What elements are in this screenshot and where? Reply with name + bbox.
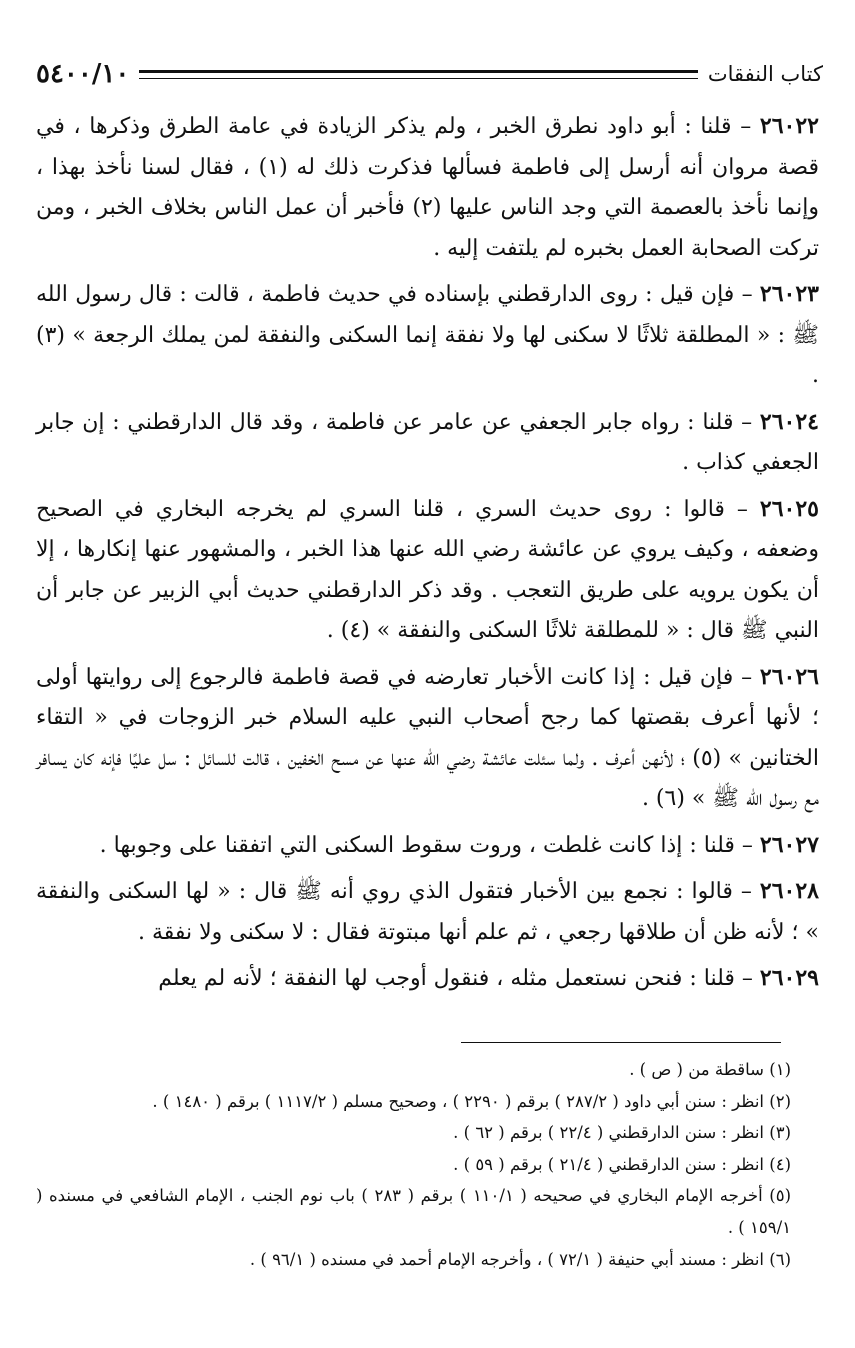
paragraph-text: – فإن قيل : إذا كانت الأخبار تعارضه في قصة فاطمة فالرجوع إلى روايتها أولى ؛ لأنها أعرف بقصتها كما رجح أصحاب النبي عليه السلام خبر الزوجات في « التقاء الختانين » (٥) ؛ لأنهن أعرف . ولما سئلت عائشة رضي الله عنها عن مسح الخفين ، قالت للسائل : سل عليًا فإنه كان يسافر مع رسول الله ﷺ » (٦) . — [36, 664, 819, 811]
paragraph-26026 — [36, 657, 819, 820]
footnote-1: (١) ساقطة من ( ص ) . — [629, 1060, 791, 1079]
paragraph-text: – قلنا : إذا كانت غلطت ، وروت سقوط السكنى التي اتفقنا على وجوبها . — [99, 832, 753, 858]
paragraph-text: – فإن قيل : روى الدارقطني بإسناده في حديث فاطمة ، قالت : قال رسول الله ﷺ : « المطلقة ثلاثًا لا سكنى لها ولا نفقة إنما السكنى والنفقة لمن يملك الرجعة » (٣) . — [36, 282, 819, 388]
footnote-separator — [461, 1042, 781, 1043]
paragraph-26024 — [36, 402, 819, 484]
paragraph-26029 — [36, 958, 819, 1000]
main-text — [36, 106, 819, 1005]
paragraph-number: ٢٦٠٢٧ — [759, 831, 819, 858]
paragraph-text: – قلنا : فنحن نستعمل مثله ، فنقول أوجب لها النفقة ؛ لأنه لم يعلم — [158, 966, 753, 991]
paragraph-text: – قلنا : رواه جابر الجعفي عن عامر عن فاطمة ، وقد قال الدارقطني : إن جابر الجعفي كذاب . — [36, 409, 819, 475]
paragraph-26023 — [36, 274, 819, 397]
paragraph-26027 — [36, 825, 819, 867]
paragraph-number: ٢٦٠٢٨ — [759, 878, 819, 904]
footnote-5: (٥) أخرجه الإمام البخاري في صحيحه ( ١١٠/١ ) برقم ( ٢٨٣ ) باب نوم الجنب ، الإمام الشافعي في مسنده ( ١٥٩/١ ) . — [36, 1186, 792, 1237]
paragraph-number: ٢٦٠٢٦ — [759, 663, 819, 690]
paragraph-text: – قالوا : روى حديث السري ، قلنا السري لم يخرجه البخاري في الصحيح وضعفه ، وكيف يروي عن عائشة رضي الله عنها هذا الخبر ، والمشهور عنها إنكارها ، إلا أن يكون يرويه على طريق التعجب . وقد ذكر الدارقطني حديث أبي الزبير عن جابر أن النبي ﷺ قال : « للمطلقة ثلاثًا السكنى والنفقة » (٤) . — [36, 496, 819, 643]
paragraph-26022 — [36, 106, 819, 269]
footnote-6: (٦) انظر : مسند أبي حنيفة ( ٧٢/١ ) ، وأخرجه الإمام أحمد في مسنده ( ٩٦/١ ) . — [249, 1249, 791, 1269]
footnote-2: (٢) انظر : سنن أبي داود ( ٢٨٧/٢ ) برقم ( ٢٢٩٠ ) ، وصحيح مسلم ( ١١١٧/٢ ) برقم ( ١٤٨٠ ) . — [152, 1091, 791, 1111]
paragraph-text: – قلنا : أبو داود نطرق الخبر ، ولم يذكر الزيادة في عامة الطرق وذكرها ، في قصة مروان أنه أرسل إلى فاطمة فسألها فذكرت ذلك له (١) ، فقال لسنا نأخذ بهذا ، وإنما نأخذ بالعصمة التي وجد الناس عليها (٢) فأخبر أن عمل الناس بخلاف الخبر ، ومن تركت الصحابة العمل بخبره لم يلتفت إليه . — [36, 114, 819, 261]
book-title: كتاب النفقات — [707, 62, 823, 86]
page-number: ٥٤٠٠/١٠ — [36, 59, 130, 89]
footnote-3: (٣) انظر : سنن الدارقطني ( ٢٢/٤ ) برقم ( ٦٢ ) . — [453, 1123, 791, 1143]
footnote-4: (٤) انظر : سنن الدارقطني ( ٢١/٤ ) برقم ( ٥٩ ) . — [453, 1154, 791, 1174]
paragraph-26028 — [36, 871, 819, 953]
paragraph-26025 — [36, 489, 819, 652]
paragraph-number: ٢٦٠٢٣ — [759, 281, 819, 307]
paragraph-text: – قالوا : نجمع بين الأخبار فتقول الذي روي أنه ﷺ قال : « لها السكنى والنفقة » ؛ لأنه ظن أن طلاقها رجعي ، ثم علم أنها مبتوتة فقال : لا سكنى ولا نفقة . — [36, 879, 819, 945]
header-rule — [139, 70, 698, 79]
paragraph-number: ٢٦٠٢٤ — [759, 408, 819, 435]
paragraph-number: ٢٦٠٢٩ — [759, 965, 819, 991]
paragraph-number: ٢٦٠٢٥ — [759, 495, 819, 522]
page-header — [36, 54, 823, 94]
paragraph-number: ٢٦٠٢٢ — [759, 113, 819, 139]
footnotes — [36, 1054, 791, 1275]
